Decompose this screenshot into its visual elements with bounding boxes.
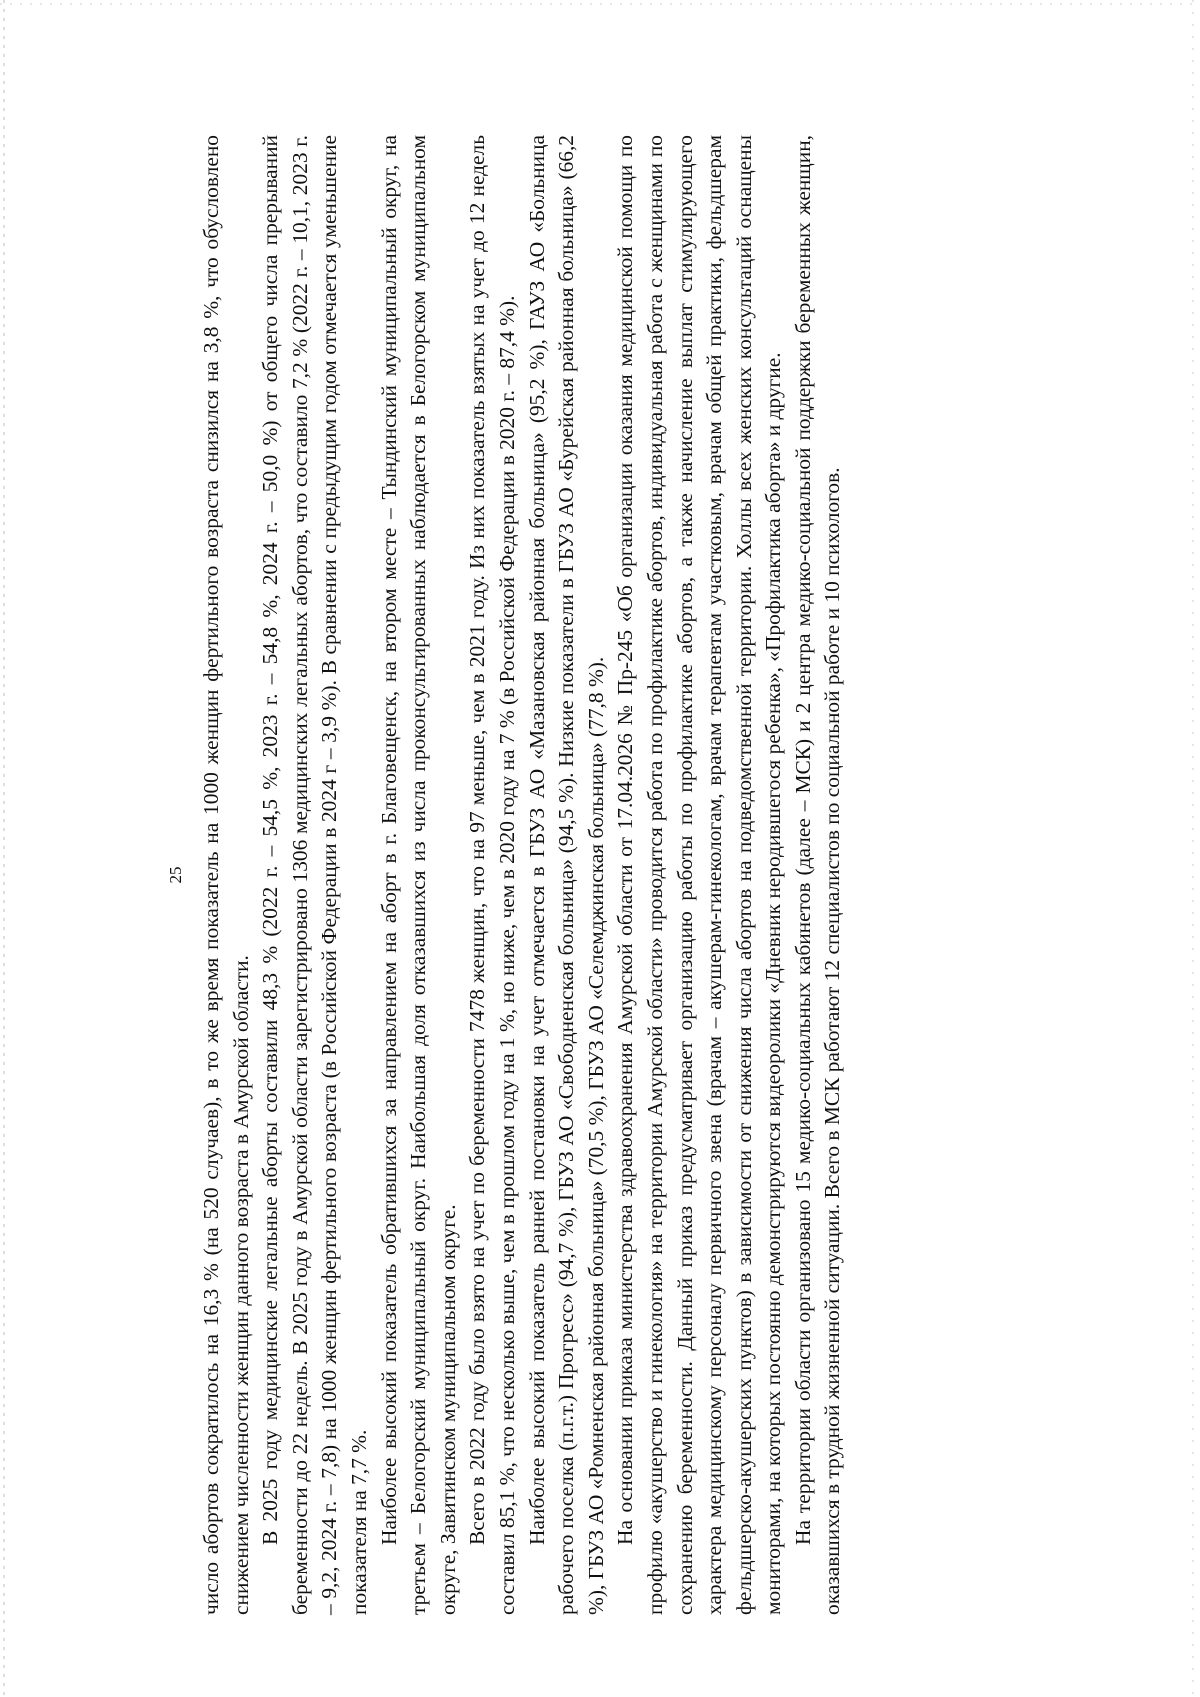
scan-edge-right (1192, 0, 1194, 1697)
paragraph-abortion-decrease: число абортов сократилось на 16,3 % (на 520 случаев), в то же время показатель на 1000 женщин фертильного возраста снизился на 3,8 %, что обусловлено снижением численности женщин данного возраста в Амурской области. (199, 135, 253, 1615)
paragraph-medical-social-offices: На территории области организовано 15 медико-социальных кабинетов (далее – МСК) и 2 центра медико-социальной поддержки беременных женщин, оказавшихся в трудной жизненной ситуации. Всего в МСК работают 12 специалистов по социальной работе и 10 психологов. (790, 135, 845, 1615)
paragraph-legal-abortions-2025: В 2025 году медицинские легальные аборты составили 48,3 % (2022 г. – 54,5 %, 2023 г. – 54,8 %, 2024 г. – 50,0 %) от общего числа прерываний беременности до 22 недель. В 2025 году в Амурской области зарегистрировано 1306 медицинских легальных абортов, что составило 7,2 % (2022 г. – 10,1, 2023 г. – 9,2, 2024 г. – 7,8) на 1000 женщин фертильного возраста (в Российской Федерации в 2024 г – 3,9 %). В сравнении с предыдущим годом отмечается уменьшение показателя на 7,7 %. (258, 135, 371, 1615)
page-number: 25 (166, 866, 185, 884)
paragraph-pregnancy-registration: Всего в 2022 году было взято на учет по беременности 7478 женщин, что на 97 меньше, чем в 2021 году. Из них показатель взятых на учет до 12 недель составил 85,1 %, что несколько выше, чем в прошлом году на 1 %, но ниже, чем в 2020 году на 7 % (в Российской Федерации в 2020 г. – 87,4 %). (465, 135, 519, 1615)
rotated-document-page (165, 135, 1065, 1615)
scan-edge-top (0, 3, 1200, 5)
paragraph-early-registration-hospitals: Наиболее высокий показатель ранней постановки на учет отмечается в ГБУЗ АО «Мазановская районная больница» (95,2 %), ГАУЗ АО «Больница рабочего поселка (п.г.т.) Прогресс» (94,7 %), ГБУЗ АО «Свободненская больница» (94,5 %). Низкие показатели в ГБУЗ АО «Бурейская районная больница» (66,2 %), ГБУЗ АО «Ромненская районная больница» (70,5 %), ГБУЗ АО «Селемджинская больница» (77,8 %). (524, 135, 608, 1615)
scan-edge-left (3, 0, 5, 1697)
paragraph-referrals-by-district: Наиболее высокий показатель обратившихся за направлением на аборт в г. Благовещенск, на втором месте – Тындинский муниципальный округ, на третьем – Белогорский муниципальный округ. Наибольшая доля отказавшихся из числа проконсультированных наблюдается в Белогорском муниципальном округе, Завитинском муниципальном округе. (376, 135, 460, 1615)
paragraph-ministry-order: На основании приказа министерства здравоохранения Амурской области от 17.04.2026 № Пр-245 «Об организации оказания медицинской помощи по профилю «акушерство и гинекология» на территории Амурской области» проводится работа по профилактике абортов, индивидуальная работа с женщинами по сохранению беременности. Данный приказ предусматривает организацию работы по профилактике абортов, а также начисление выплат стимулирующего характера медицинскому персоналу первичного звена (врачам – акушерам-гинекологам, врачам терапевтам участковым, врачам общей практики, фельдшерам фельдшерско-акушерских пунктов) в зависимости от снижения числа абортов на подведомственной территории. Холлы всех женских консультаций оснащены мониторами, на которых постоянно демонстрируются видеоролики «Дневник неродившегося ребенка», «Профилактика аборта» и другие. (613, 135, 786, 1615)
document-body (197, 135, 848, 1615)
